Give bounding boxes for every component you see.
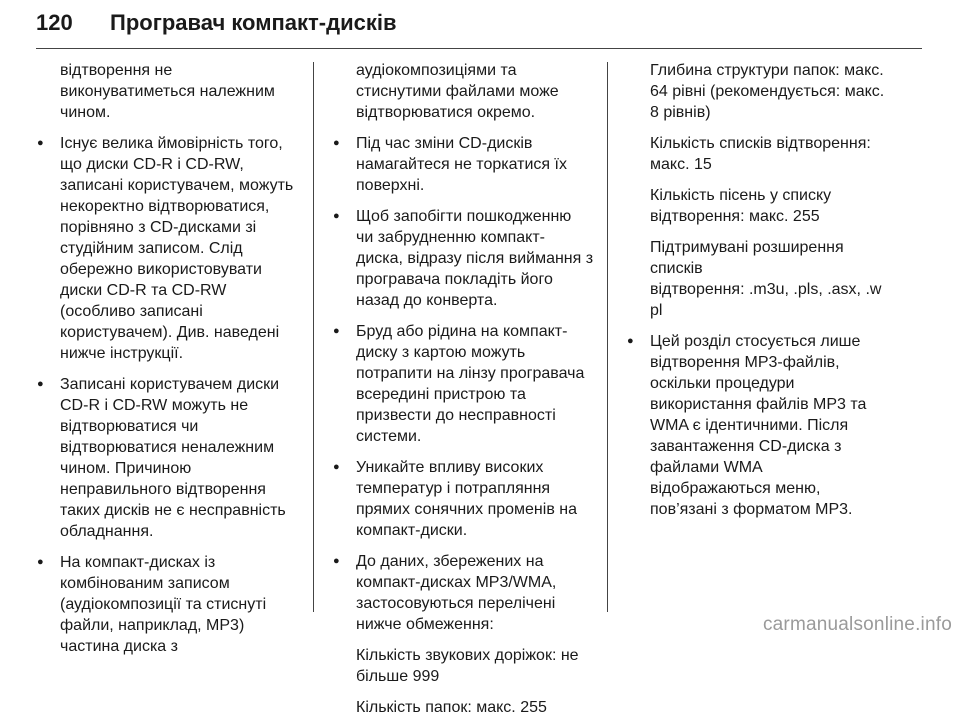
column-divider-1	[313, 62, 314, 612]
bullet-item: ● Записані користувачем диски CD-R і CD-RW можуть не відтворюватися чи відтворюватися неналежним чином. Причиною неправильного відтворення таких дисків не є несправність обладнання.	[36, 374, 304, 542]
text-column-2	[332, 60, 600, 728]
paragraph: Глибина структури папок: макс. 64 рівні (рекомендується: макс. 8 рівнів)	[650, 62, 885, 121]
paragraph: Кількість пісень у списку відтворення: макс. 255	[650, 187, 832, 225]
text-column-3	[626, 60, 898, 530]
paragraph: Кількість папок: макс. 255	[356, 699, 547, 716]
page-number: 120	[36, 10, 73, 35]
paragraph: Кількість списків відтворення: макс. 15	[650, 135, 871, 173]
bullet-item: ● Уникайте впливу високих температур і потрапляння прямих сонячних променів на компакт-диски.	[332, 457, 600, 541]
page-header	[36, 10, 922, 50]
paragraph: відтворення не виконуватиметься належним чином.	[60, 62, 275, 121]
watermark: carmanualsonline.info	[762, 614, 952, 635]
paragraph: Підтримувані розширення списків відтворення: .m3u, .pls, .asx, .w pl	[650, 239, 882, 319]
text-column-1	[36, 60, 304, 667]
bullet-item: ● До даних, збережених на компакт-дисках MP3/WMA, застосовуються перелічені нижче обмеження:	[332, 551, 600, 635]
bullet-item: ● Існує велика ймовірність того, що диски CD-R і CD-RW, записані користувачем, можуть некоректно відтворюватися, порівняно з CD-дисками зі студійним записом. Слід обережно використовувати диски CD-R та CD-RW (особливо записані користувачем). Див. наведені нижче інструкції.	[36, 133, 304, 364]
bullet-item: ● На компакт-дисках із комбінованим записом (аудіокомпозиції та стиснуті файли, наприклад, MP3) частина диска з	[36, 552, 304, 657]
paragraph: аудіокомпозиціями та стиснутими файлами може відтворюватися окремо.	[356, 62, 559, 121]
column-divider-2	[607, 62, 608, 612]
bullet-item: ● Щоб запобігти пошкодженню чи забрудненню компакт- диска, відразу після виймання з програвача покладіть його назад до конверта.	[332, 206, 600, 311]
bullet-item: ● Цей розділ стосується лише відтворення MP3-файлів, оскільки процедури використання файлів MP3 та WMA є ідентичними. Після завантаження CD-диска з файлами WMA відображаються меню, пов’язані з форматом MP3.	[626, 331, 898, 520]
bullet-item: ● Бруд або рідина на компакт- диску з картою можуть потрапити на лінзу програвача всередині пристрою та призвести до несправності системи.	[332, 321, 600, 447]
bullet-item: ● Під час зміни CD-дисків намагайтеся не торкатися їх поверхні.	[332, 133, 600, 196]
paragraph: Кількість звукових доріжок: не більше 999	[356, 647, 579, 685]
page-title: Програвач компакт-дисків	[110, 10, 397, 35]
header-divider	[36, 48, 922, 49]
